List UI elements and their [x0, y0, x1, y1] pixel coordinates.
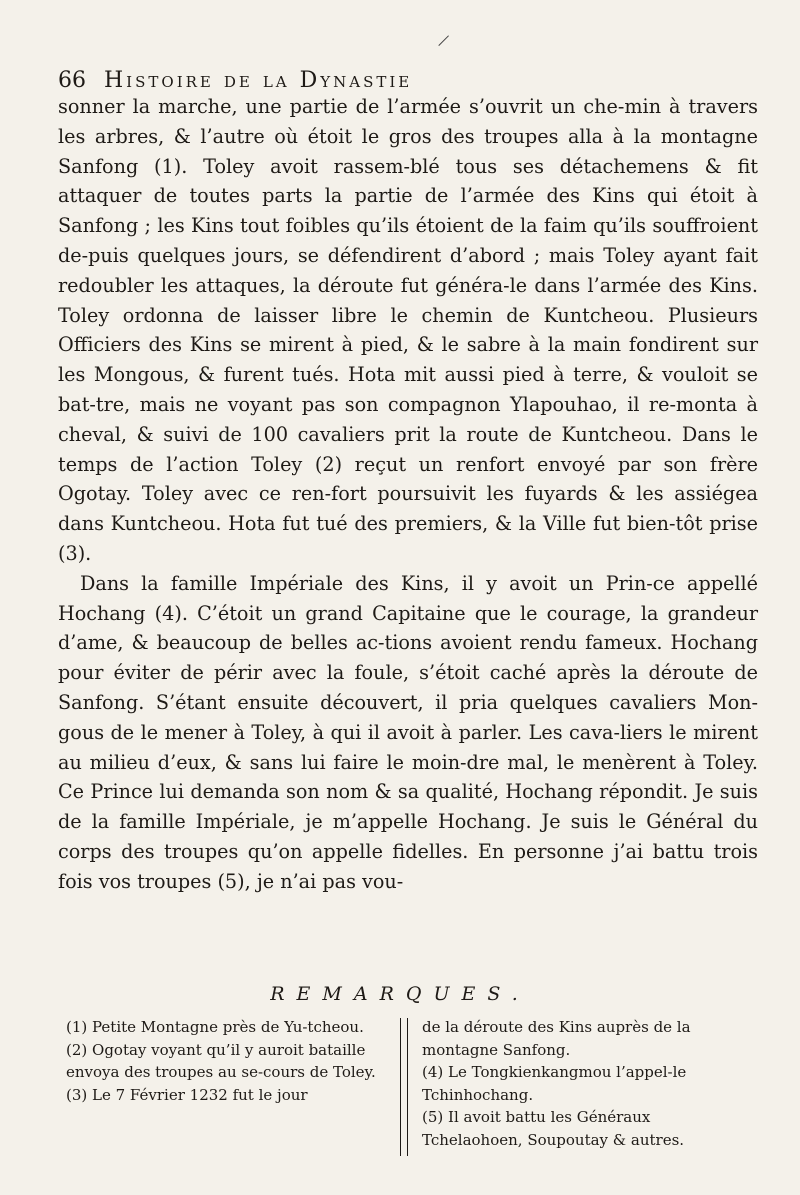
main-text [58, 92, 758, 897]
page-header [58, 68, 748, 93]
footnote-3-start: (3) Le 7 Février 1232 fut le jour [66, 1085, 308, 1104]
paragraph-1: sonner la marche, une partie de l’armée s’ouvrit un che-min à travers les arbres, & l’autre où étoit le gros des troupes alla à la montagne Sanfong (1). Toley avoit rassem-blé tous ses détachemens & fit attaquer de toutes parts la partie de l’armée des Kins qui étoit à Sanfong ; les Kins tout foibles qu’ils étoient de la faim qu’ils souffroient de-puis quelques jours, se défendirent d’abord ; mais Toley ayant fait redoubler les attaques, la déroute fut généra-le dans l’armée des Kins. Toley ordonna de laisser libre le chemin de Kuntcheou. Plusieurs Officiers des Kins se mirent à pied, & le sabre à la main fondirent sur les Mongous, & furent tués. Hota mit aussi pied à terre, & vouloit se bat-tre, mais ne voyant pas son compagnon Ylapouhao, il re-monta à cheval, & suivi de 100 cavaliers prit la route de Kuntcheou. Dans le temps de l’action Toley (2) reçut un renfort envoyé par son frère Ogotay. Toley avec ce ren-fort poursuivit les fuyards & les assiégea dans Kuntcheou. Hota fut tué des premiers, & la Ville fut bien-tôt prise (3). [58, 95, 758, 565]
page-number: 66 [58, 68, 86, 93]
footnote-2: (2) Ogotay voyant qu’il y auroit bataille envoya des troupes au se-cours de Toley. [66, 1040, 376, 1081]
running-title: Histoire de la Dynastie [104, 68, 413, 93]
stray-mark [438, 35, 449, 46]
footnotes-left-column [66, 1016, 386, 1156]
footnotes-right-column [422, 1016, 742, 1156]
footnote-3-end: de la déroute des Kins auprès de la montagne Sanfong. [422, 1018, 691, 1059]
footnotes [66, 1016, 756, 1156]
column-divider [400, 1018, 408, 1156]
footnote-5: (5) Il avoit battu les Généraux Tchelaohoen, Soupoutay & autres. [422, 1108, 685, 1149]
remarques-heading: REMARQUES. [270, 983, 530, 1005]
paragraph-2: Dans la famille Impériale des Kins, il y avoit un Prin-ce appellé Hochang (4). C’étoit un grand Capitaine que le courage, la grandeur d’ame, & beaucoup de belles ac-tions avoient rendu fameux. Hochang pour éviter de périr avec la foule, s’étoit caché après la déroute de Sanfong. S’étant ensuite découvert, il pria quelques cavaliers Mon-gous de le mener à Toley, à qui il avoit à parler. Les cava-liers le mirent au milieu d’eux, & sans lui faire le moin-dre mal, le menèrent à Toley. Ce Prince lui demanda son nom & sa qualité, Hochang répondit. Je suis de la famille Impériale, je m’appelle Hochang. Je suis le Général du corps des troupes qu’on appelle fidelles. En personne j’ai battu trois fois vos troupes (5), je n’ai pas vou- [58, 571, 758, 893]
footnote-1: (1) Petite Montagne près de Yu-tcheou. [66, 1018, 364, 1036]
footnote-4: (4) Le Tongkienkangmou l’appel-le Tchinhochang. [422, 1063, 687, 1104]
